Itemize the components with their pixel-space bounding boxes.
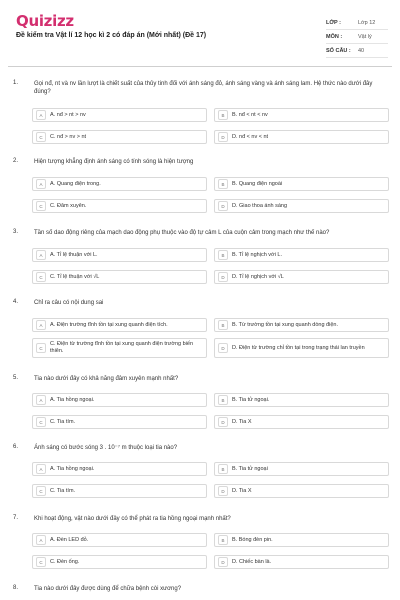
option-letter: D: [218, 343, 228, 353]
option-letter: B: [218, 320, 228, 330]
option-letter: B: [218, 179, 228, 189]
header-divider: [8, 66, 392, 67]
question-number: 2.: [13, 158, 19, 164]
answer-option[interactable]: [32, 270, 207, 284]
answer-option[interactable]: [32, 462, 207, 476]
option-letter: A: [36, 395, 46, 405]
option-text: A. Đèn LED đỏ.: [50, 536, 89, 543]
option-letter: D: [218, 486, 228, 496]
option-letter: B: [218, 250, 228, 260]
option-letter: D: [218, 417, 228, 427]
option-letter: A: [36, 250, 46, 260]
answer-option[interactable]: [214, 415, 389, 429]
option-letter: D: [218, 132, 228, 142]
answer-option[interactable]: [32, 199, 207, 213]
option-letter: A: [36, 320, 46, 330]
option-text: C. Đâm xuyên.: [50, 202, 87, 209]
option-letter: D: [218, 557, 228, 567]
option-text: D. Chiếc bàn là.: [232, 558, 272, 565]
option-text: D. Điện từ trường chỉ tồn tại trong trạng thái lan truyền: [232, 344, 365, 351]
option-text: B. Tỉ lệ nghịch với L.: [232, 251, 282, 258]
option-text: C. Tia tím.: [50, 487, 76, 494]
option-letter: A: [36, 110, 46, 120]
answer-option[interactable]: [32, 177, 207, 191]
option-letter: B: [218, 110, 228, 120]
question-number: 3.: [13, 229, 19, 235]
meta-value: Vật lý: [358, 33, 372, 40]
option-text: A. Tỉ lệ thuận với L.: [50, 251, 98, 258]
answer-option[interactable]: [32, 533, 207, 547]
question-text: Hiện tượng khẳng định ánh sáng có tính sóng là hiện tượng: [34, 159, 194, 165]
option-letter: B: [218, 535, 228, 545]
answer-option[interactable]: [32, 555, 207, 569]
option-letter: D: [218, 201, 228, 211]
option-text: A. Quang điện trong.: [50, 180, 101, 187]
answer-option[interactable]: [32, 108, 207, 122]
option-text: C. Tia tím.: [50, 418, 76, 425]
option-text: B. Tia tử ngoại.: [232, 396, 270, 403]
option-letter: B: [218, 395, 228, 405]
answer-option[interactable]: [214, 484, 389, 498]
question-number: 8.: [13, 585, 19, 591]
option-text: D. Tia X: [232, 487, 252, 494]
answer-option[interactable]: [214, 555, 389, 569]
option-text: A. nđ > nt > nv: [50, 111, 86, 118]
answer-option[interactable]: [214, 462, 389, 476]
option-text: D. Giao thoa ánh sáng: [232, 202, 288, 209]
option-text: B. Bóng đèn pin.: [232, 536, 273, 543]
meta-value: Lớp 12: [358, 19, 376, 26]
option-letter: C: [36, 486, 46, 496]
option-letter: C: [36, 132, 46, 142]
option-text: A. Điện trường tĩnh tồn tại xung quanh điện tích.: [50, 321, 168, 328]
answer-option[interactable]: [214, 270, 389, 284]
question-text: Khi hoạt động, vật nào dưới đây có thể phát ra tia hồng ngoại mạnh nhất?: [34, 516, 231, 522]
option-text: B. Tia tử ngoại: [232, 465, 268, 472]
option-letter: C: [36, 343, 46, 353]
question-number: 7.: [13, 515, 19, 521]
option-letter: A: [36, 179, 46, 189]
answer-option[interactable]: [214, 199, 389, 213]
page-title: Đề kiểm tra Vật lí 12 học kì 2 có đáp án (Mới nhất) (Đề 17): [16, 32, 207, 39]
question-text: Tia nào dưới đây có khả năng đâm xuyên mạnh nhất?: [34, 376, 179, 382]
option-text: C. Tỉ lệ thuận với √L: [50, 273, 100, 280]
question-text: Chỉ ra câu có nội dung sai: [34, 300, 104, 306]
option-text: D. Tỉ lệ nghịch với √L: [232, 273, 284, 280]
answer-option[interactable]: [32, 248, 207, 262]
meta-panel: [326, 16, 388, 58]
quizizz-logo[interactable]: Quizizz: [16, 12, 74, 30]
question-number: 6.: [13, 444, 19, 450]
option-text: B. Quang điện ngoài: [232, 180, 283, 187]
option-letter: B: [218, 464, 228, 474]
option-text: C. Đèn ống.: [50, 558, 80, 565]
option-text: C. Điện từ trường tĩnh tồn tại xung quanh điện trường biến thiên.: [50, 341, 194, 354]
answer-option[interactable]: [214, 248, 389, 262]
answer-option[interactable]: [214, 130, 389, 144]
meta-key: SỐ CÂU :: [326, 47, 351, 54]
option-letter: C: [36, 272, 46, 282]
question-number: 5.: [13, 375, 19, 381]
worksheet-header: [0, 0, 400, 64]
option-letter: A: [36, 535, 46, 545]
answer-option[interactable]: [32, 338, 207, 358]
answer-option[interactable]: [214, 108, 389, 122]
answer-option[interactable]: [32, 393, 207, 407]
answer-option[interactable]: [32, 484, 207, 498]
question-text: Tần số dao động riêng của mạch dao động phụ thuộc vào độ tự cảm L của cuộn cảm trong mạch như thế nào?: [34, 230, 330, 236]
answer-option[interactable]: [32, 415, 207, 429]
option-letter: C: [36, 417, 46, 427]
question-text: Tia nào dưới đây được dùng để chữa bệnh còi xương?: [34, 586, 182, 592]
meta-row-grade: [326, 16, 388, 30]
answer-option[interactable]: [32, 318, 207, 332]
option-text: A. Tia hồng ngoại.: [50, 396, 95, 403]
meta-key: MÔN :: [326, 33, 343, 40]
option-letter: C: [36, 201, 46, 211]
question-text: Ánh sáng có bước sóng 3 . 10⁻⁷ m thuộc loại tia nào?: [34, 445, 178, 451]
meta-key: LỚP :: [326, 19, 341, 26]
option-text: B. Từ trường tồn tại xung quanh dòng điện.: [232, 321, 338, 328]
option-text: D. Tia X: [232, 418, 252, 425]
answer-option[interactable]: [32, 130, 207, 144]
option-text: D. nđ < nv < nt: [232, 133, 269, 140]
answer-option[interactable]: [214, 338, 389, 358]
answer-option[interactable]: [214, 318, 389, 332]
option-letter: C: [36, 557, 46, 567]
meta-value: 40: [358, 47, 365, 54]
meta-row-count: [326, 44, 388, 58]
option-letter: A: [36, 464, 46, 474]
answer-option[interactable]: [214, 177, 389, 191]
answer-option[interactable]: [214, 533, 389, 547]
question-number: 4.: [13, 299, 19, 305]
meta-row-subject: [326, 30, 388, 44]
answer-option[interactable]: [214, 393, 389, 407]
option-text: A. Tia hồng ngoại.: [50, 465, 95, 472]
question-number: 1.: [13, 80, 19, 86]
option-text: B. nđ < nt < nv: [232, 111, 268, 118]
option-letter: D: [218, 272, 228, 282]
question-text: Gọi nđ, nt và nv lần lượt là chiết suất của thủy tinh đối với ánh sáng đỏ, ánh sáng vàng và ánh sáng lam. Hệ thức nào dưới đây đúng?: [34, 81, 373, 95]
option-text: C. nđ > nv > nt: [50, 133, 87, 140]
